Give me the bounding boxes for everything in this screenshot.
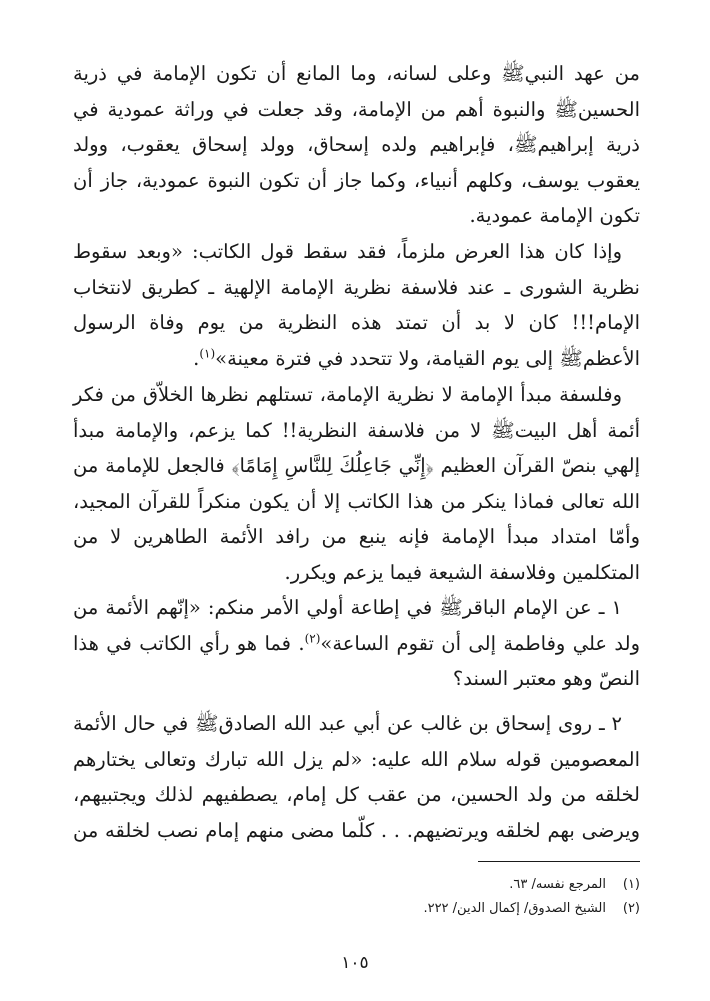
footnote-divider: [478, 861, 640, 862]
footnote-2-text: الشيخ الصدوق/ إكمال الدين/ ٢٢٢.: [423, 901, 606, 916]
footnote-ref-1[interactable]: (١): [199, 346, 216, 361]
paragraph-4-body: [73, 590, 640, 697]
footnote-2-number: (٢): [622, 901, 640, 916]
paragraph-4-text: ١ ـ عن الإمام الباقرﷺ في إطاعة أولي الأمر منكم: «إنّهم الأئمة من ولد علي وفاطمة إلى أن تقوم الساعة»: [73, 596, 640, 655]
footnotes: [200, 873, 640, 921]
page-number: ١٠٥: [341, 953, 369, 973]
paragraph-2-text: وإذا كان هذا العرض ملزماً، فقد سقط قول الكاتب: «وبعد سقوط نظرية الشورى ـ عند فلاسفة نظرية الإمامة الإلهية ـ كطريق لانتخاب الإمام!!! كان لا بد أن تمتد هذه النظرية من يوم وفاة الرسول الأعظمﷺ إلى يوم القيامة، ولا تتحدد في فترة معينة»: [73, 240, 640, 370]
footnote-1-number: (١): [622, 877, 640, 892]
paragraph-2-body: [73, 234, 640, 376]
footnote-1: [200, 873, 640, 897]
paragraph-3-text: وفلسفة مبدأ الإمامة لا نظرية الإمامة، تستلهم نظرها الخلاّق من فكر أئمة أهل البيتﷺ لا من فلاسفة النظرية!! كما يزعم، والإمامة مبدأ إلهي بنصّ القرآن العظيم ﴿إِنِّي جَاعِلُكَ لِلنَّاسِ إِمَامًا﴾ فالجعل للإمامة من الله تعالى فماذا ينكر من هذا الكاتب إلا أن يكون منكراً للقرآن المجيد، وأمّا امتداد مبدأ الإمامة فإنه ينبع من رافد الأئمة الطاهرين لا من المتكلمين وفلاسفة الشيعة فيما يزعم ويكرر.: [73, 383, 640, 584]
footnote-ref-2[interactable]: (٢): [304, 631, 321, 646]
paragraph-1: [73, 56, 640, 234]
paragraph-4: [73, 590, 640, 697]
paragraph-2-tail: .: [193, 346, 200, 370]
paragraph-4-tail: . فما هو رأي الكاتب في هذا النصّ وهو معتبر السند؟: [73, 631, 640, 691]
footnote-1-text: المرجع نفسه/ ٦٣.: [509, 877, 606, 892]
paragraph-5-text: ٢ ـ روى إسحاق بن غالب عن أبي عبد الله الصادقﷺ في حال الأئمة المعصومين قوله سلام الله عليه: «لم يزل الله تبارك وتعالى يختارهم لخلقه من ولد الحسين، من عقب كل إمام، يصطفيهم لذلك ويجتبيهم، ويرضى بهم لخلقه ويرتضيهم. . . كلّما مضى منهم إمام نصب لخلقه من: [73, 712, 640, 842]
footnote-2: [200, 897, 640, 921]
paragraph-5: [73, 706, 640, 848]
paragraph-2: [73, 234, 640, 376]
paragraph-1-text: من عهد النبيﷺ وعلى لسانه، وما المانع أن تكون الإمامة في ذرية الحسينﷺ والنبوة أهم من الإمامة، وقد جعلت في وراثة عمودية في ذرية إبراهيمﷺ، فإبراهيم ولده إسحاق، وولد إسحاق يعقوب، وولد يعقوب يوسف، وكلهم أنبياء، وكما جاز أن تكون النبوة عمودية، جاز أن تكون الإمامة عمودية.: [73, 62, 640, 228]
paragraph-3: [73, 377, 640, 591]
